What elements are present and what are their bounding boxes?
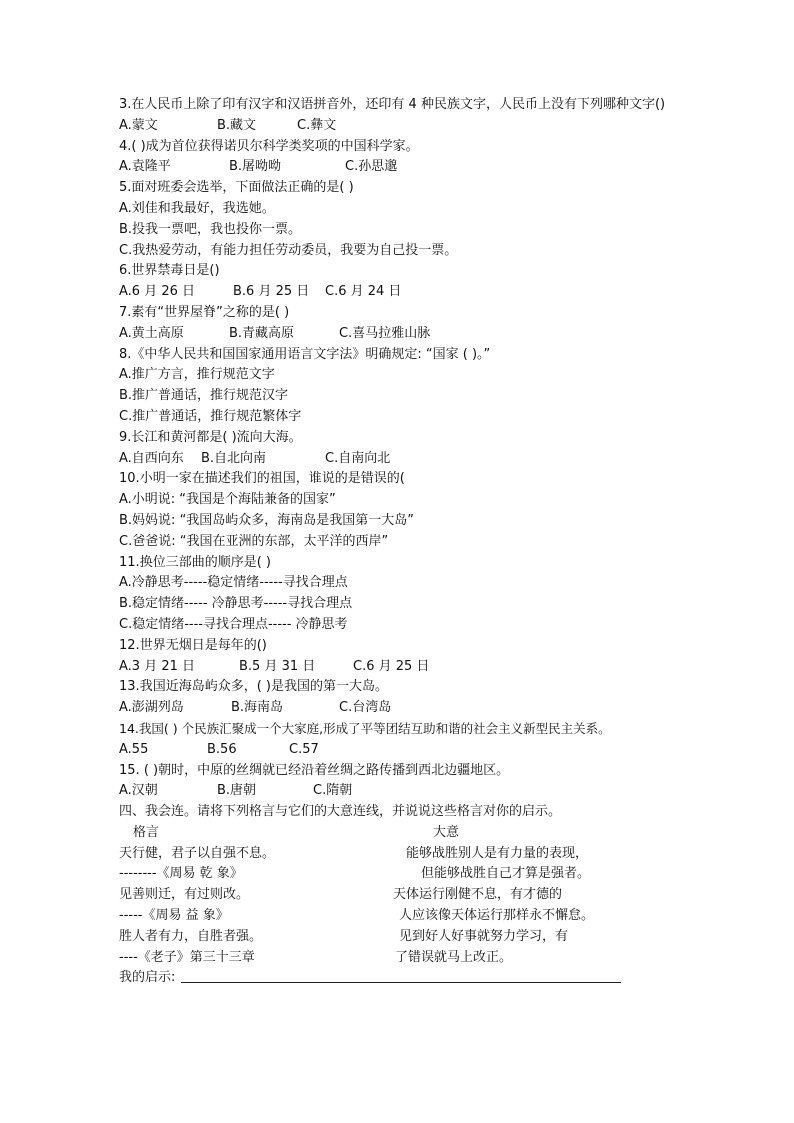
question-number: 14. [119,720,139,736]
question-9 [119,428,759,470]
question-text: ( )成为首位获得诺贝尔科学类奖项的中国科学家。 [131,138,419,154]
question-number: 11. [119,554,140,570]
right-column-header: 大意 [433,824,460,840]
options-row [119,740,759,761]
option-b: B.屠呦呦 [229,159,282,175]
options-row [119,324,759,345]
question-text: 长江和黄河都是( )流向大海。 [131,429,302,445]
option-a: A.推广方言，推行规范文字 [119,367,275,383]
question-number: 5. [119,180,132,196]
question-number: 7. [119,304,132,320]
question-number: 3. [119,97,132,112]
left-column-header: 格言 [133,824,160,840]
options-row [119,449,759,470]
question-number: 13. [119,679,140,695]
option-a: A.汉朝 [119,783,158,799]
options-row [119,698,759,719]
option-a: A.自西向东 [119,450,184,466]
meaning-text[interactable]: 见到好人好事就努力学习，有 [399,928,569,944]
maxim-text[interactable]: 见善则迁，有过则改。 [119,887,250,903]
meaning-text[interactable]: 天体运行刚健不息，有才德的 [393,887,563,903]
question-text: 《中华人民共和国国家通用语言文字法》明确规定: “国家 ( )。” [131,346,491,362]
option-c: C.6 月 24 日 [325,284,402,300]
option-c: C.我热爱劳动，有能力担任劳动委员，我要为自己投一票。 [119,242,458,258]
question-11 [119,553,759,636]
meaning-text: 了错误就马上改正。 [395,949,513,965]
option-b: B.5 月 31 日 [239,658,316,674]
option-c: C.自南向北 [325,450,391,466]
option-b: B.海南岛 [231,700,284,716]
matching-row [119,885,759,906]
question-7 [119,303,759,345]
question-text: 素有“世界屋脊”之称的是( ) [131,304,290,320]
meaning-text: 人应该像天体运行那样永不懈怠。 [399,908,595,924]
option-a: A.55 [119,741,149,757]
option-c: C.稳定情绪----寻找合理点----- 冷静思考 [119,616,348,632]
option-b: B.妈妈说: “我国岛屿众多，海南岛是我国第一大岛” [119,512,415,528]
question-3 [119,95,759,137]
maxim-text[interactable]: 天行健，君子以自强不息。 [119,845,276,861]
option-a: A.袁隆平 [119,159,171,175]
option-b: B.6 月 25 日 [233,284,310,300]
option-b: B.56 [207,741,237,757]
option-a: A.冷静思考-----稳定情绪-----寻找合理点 [119,575,348,591]
maxim-source: --------《周易 乾 象》 [119,866,243,882]
question-6 [119,261,759,303]
option-c: C.隋朝 [313,783,353,799]
maxim-source: -----《周易 益 象》 [119,908,229,924]
maxim-source: ----《老子》第三十三章 [119,949,255,965]
options-row [119,657,759,678]
meaning-text: 但能够战胜自己才算是强者。 [421,866,591,882]
option-b: B.推广普通话，推行规范汉字 [119,388,289,404]
question-4 [119,137,759,179]
matching-row [119,864,759,885]
matching-row [119,844,759,865]
inspiration-label: 我的启示: [119,970,176,986]
inspiration-row [119,968,759,989]
matching-row [119,906,759,927]
question-text: 我国( ) 个民族汇聚成一个大家庭,形成了平等团结互助和谐的社会主义新型民主关系。 [138,720,611,736]
question-14 [119,719,759,761]
meaning-text[interactable]: 能够战胜别人是有力量的表现， [406,845,589,861]
option-c: C.爸爸说: “我国在亚洲的东部，太平洋的西岸” [119,533,389,549]
matching-row [119,948,759,969]
question-text: 世界禁毒日是() [131,263,220,279]
question-text: 面对班委会选举，下面做法正确的是( ) [131,180,354,196]
column-headers [119,823,759,844]
question-text: 世界无烟日是每年的() [139,637,267,653]
question-text: ( )朝时，中原的丝绸就已经沿着丝绸之路传播到西北边疆地区。 [139,762,510,778]
question-number: 15. [119,762,140,778]
option-a: A.黄土高原 [119,325,184,341]
option-c: C.推广普通话，推行规范繁体字 [119,408,302,424]
option-c: C.6 月 25 日 [353,658,430,674]
question-15 [119,761,759,803]
question-number: 10. [119,471,140,487]
option-a: A.刘佳和我最好，我选她。 [119,200,275,216]
question-13 [119,677,759,719]
question-text: 我国近海岛屿众多，( )是我国的第一大岛。 [139,679,388,695]
option-c: C.孙思邈 [345,159,398,175]
section-matching [119,802,759,989]
question-text: 小明一家在描述我们的祖国，谁说的是错误的( [139,471,405,487]
question-number: 4. [119,138,132,154]
option-c: C.喜马拉雅山脉 [339,325,431,341]
option-b: B.投我一票吧，我也投你一票。 [119,221,302,237]
question-10 [119,469,759,552]
question-text: 换位三部曲的顺序是( ) [139,554,271,570]
question-8 [119,345,759,428]
question-5 [119,178,759,261]
option-a: A.3 月 21 日 [119,658,196,674]
question-number: 6. [119,263,132,279]
question-number: 9. [119,429,132,445]
inspiration-answer-line[interactable] [181,968,621,983]
option-c: C.彝文 [297,117,337,133]
option-c: C.台湾岛 [339,700,392,716]
option-a: A.澎湖列岛 [119,700,184,716]
maxim-text[interactable]: 胜人者有力，自胜者强。 [119,928,263,944]
option-b: B.自北向南 [201,450,267,466]
option-a: A.蒙文 [119,117,158,133]
option-c: C.57 [289,741,319,757]
option-a: A.小明说: “我国是个海陆兼备的国家” [119,492,336,508]
option-b: B.青藏高原 [229,325,295,341]
option-b: B.稳定情绪----- 冷静思考-----寻找合理点 [119,596,353,612]
question-12 [119,636,759,678]
option-b: B.唐朝 [217,783,257,799]
options-row [119,282,759,303]
option-a: A.6 月 26 日 [119,284,196,300]
options-row [119,116,759,137]
worksheet-page [119,95,759,989]
question-number: 8. [119,346,132,362]
question-text: 在人民币上除了印有汉字和汉语拼音外，还印有 4 种民族文字，人民币上没有下列哪种文字() [131,97,666,112]
option-b: B.藏文 [217,117,257,133]
options-row [119,157,759,178]
matching-row [119,927,759,948]
question-number: 12. [119,637,140,653]
options-row [119,781,759,802]
section-title: 四、我会连。请将下列格言与它们的大意连线，并说说这些格言对你的启示。 [119,804,562,820]
